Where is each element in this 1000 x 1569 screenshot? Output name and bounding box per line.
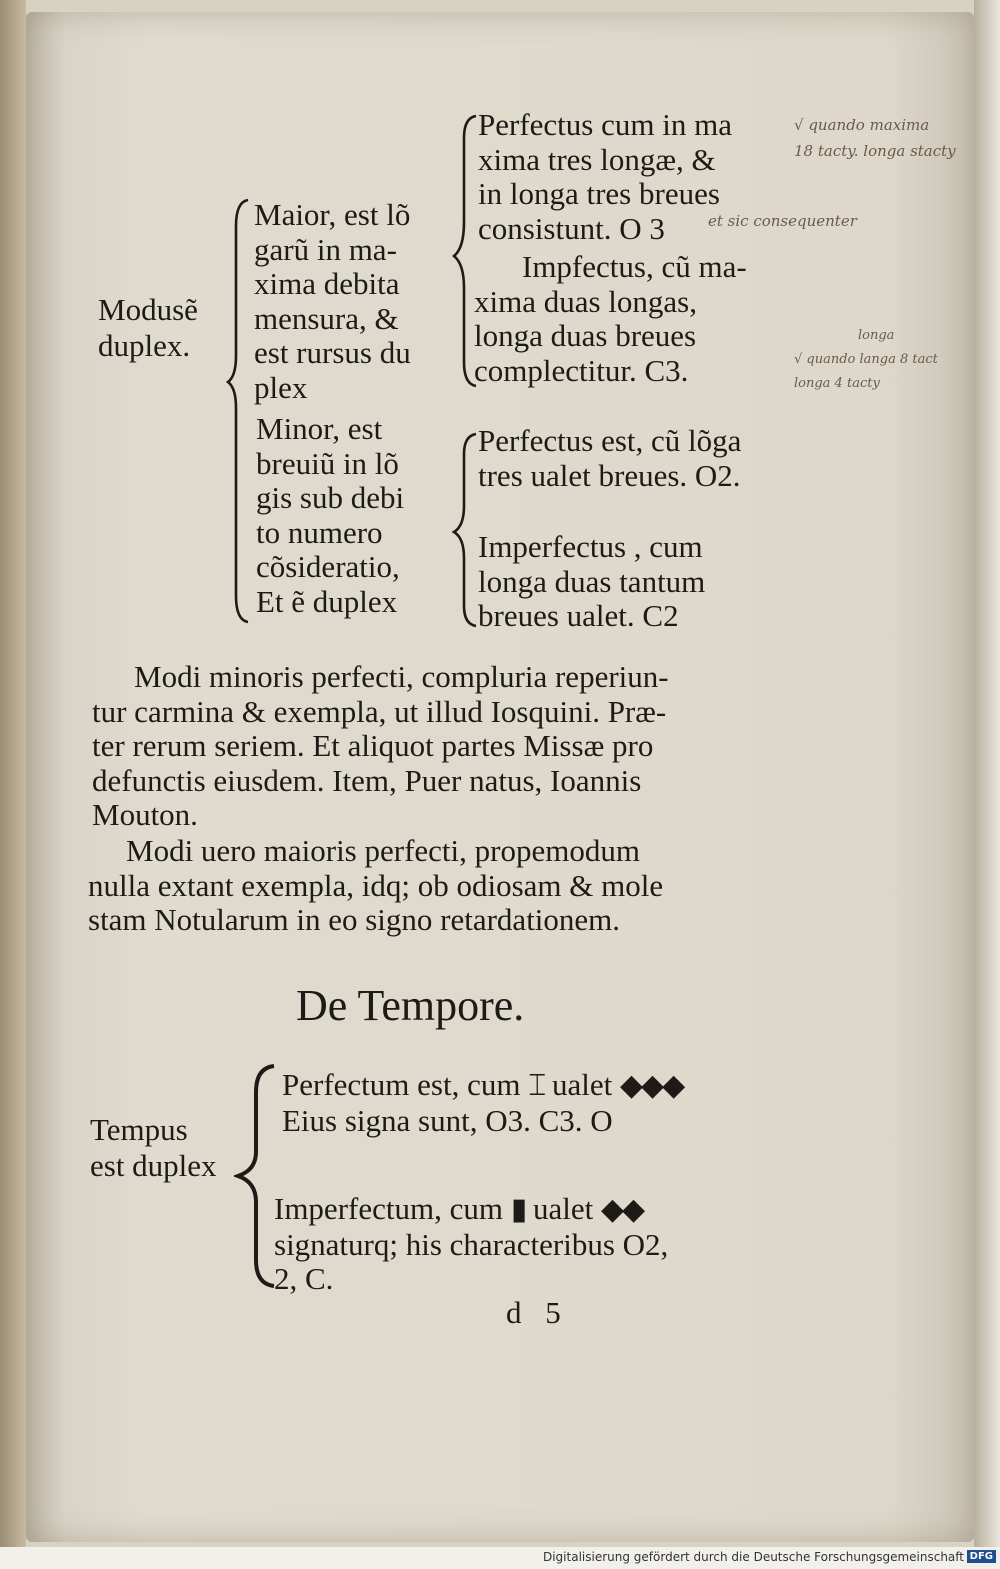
tempus-label-line: Tempus <box>90 1112 188 1147</box>
perfectum-text: Perfectum est, cum <box>282 1067 521 1102</box>
major-perfectus-line: xima tres longæ, & <box>478 141 716 177</box>
major-line: xima debita <box>254 266 400 301</box>
margin-note: et sic consequenter <box>708 212 857 230</box>
margin-note-line: longa <box>858 328 895 343</box>
breve-note-icon: ⌶ <box>528 1069 545 1102</box>
perfectum-line <box>282 1068 683 1104</box>
minor-line: cõsideratio, <box>256 549 400 584</box>
minor-imperfectus-line: Imperfectus , cum <box>478 529 703 564</box>
signature-mark: d 5 <box>506 1295 561 1330</box>
tempus-label-line: est duplex <box>90 1148 217 1183</box>
minor-line: Minor, est <box>256 411 383 446</box>
imperfectum-signa: signaturq; his characteribus O2, <box>274 1226 669 1262</box>
breve-note-icon: ▮ <box>510 1193 526 1226</box>
major-imperfectus-line: longa duas breues <box>474 318 697 353</box>
major-imperfectus-line: complectitur. C3. <box>474 352 689 388</box>
paragraph-line: tur carmina & exempla, ut illud Iosquini. Præ- <box>92 693 667 729</box>
outer-brace <box>226 196 254 626</box>
tempus-perfectum <box>282 1068 683 1138</box>
minor-line: breuiũ in lõ <box>256 445 399 481</box>
major-line: garũ in ma- <box>254 231 397 267</box>
minor-imperfectus-line: breues ualet. C2 <box>478 598 679 633</box>
minor-line: to numero <box>256 514 383 550</box>
margin-note-line: longa 4 tacty <box>794 376 880 391</box>
book-spine <box>0 0 26 1569</box>
major-line: plex <box>254 369 308 405</box>
major-perfectus-line: Perfectus cum in ma <box>478 107 732 142</box>
digitization-footer <box>0 1547 1000 1569</box>
paragraph-line: defunctis eiusdem. Item, Puer natus, Ioannis <box>92 762 642 798</box>
major-imperfectus-line: xima duas longas, <box>474 283 697 319</box>
margin-note <box>794 324 938 396</box>
major-perfectus-line: in longa tres breues <box>478 176 720 211</box>
minor-perfectus <box>478 424 741 493</box>
imperfectum-line <box>274 1192 668 1228</box>
semibreve-notes-icon: ◆◆ <box>600 1193 644 1226</box>
semibreve-notes-icon: ◆◆◆ <box>619 1069 684 1102</box>
major-perfectus <box>478 108 732 246</box>
minor-imperfectus <box>478 530 705 634</box>
major-definition <box>254 198 411 405</box>
tempus-brace <box>234 1062 278 1290</box>
imperfectum-text: Imperfectum, cum <box>274 1191 503 1226</box>
paragraph-line: stam Notularum in eo signo retardationem. <box>88 902 621 937</box>
minor-perfectus-line: Perfectus est, cũ lõga <box>478 423 742 458</box>
margin-note-line: √ quando maxima <box>794 116 930 134</box>
minor-line: gis sub debi <box>256 480 405 515</box>
perfectum-ualet: ualet <box>551 1067 613 1102</box>
paragraph-line: Modi uero maioris perfecti, propemodum <box>126 833 640 868</box>
modus-label-line: Modusẽ <box>98 292 198 327</box>
minor-perfectus-line: tres ualet breues. O2. <box>478 457 741 493</box>
footer-credit: Digitalisierung gefördert durch die Deutsche Forschungsgemeinschaft <box>542 1550 964 1564</box>
paragraph-line: Modi minoris perfecti, compluria reperiun- <box>134 659 669 694</box>
major-perfectus-line: consistunt. O 3 <box>478 210 665 246</box>
paragraph-line: ter rerum seriem. Et aliquot partes Missæ pro <box>92 728 654 763</box>
major-line: Maior, est lõ <box>254 197 411 232</box>
paragraph-minoris <box>92 660 669 833</box>
minor-line: Et ẽ duplex <box>256 583 398 619</box>
margin-note-line: √ quando langa 8 tact <box>794 352 938 367</box>
margin-note-line: 18 tacty. longa stacty <box>794 142 956 160</box>
minor-definition <box>256 412 404 619</box>
tempus-imperfectum <box>274 1192 668 1297</box>
major-line: mensura, & <box>254 300 399 336</box>
imperfectum-signa: 2, C. <box>274 1261 334 1296</box>
modus-label <box>98 292 198 364</box>
minor-brace <box>450 430 480 630</box>
page-edge <box>974 0 1000 1569</box>
perfectum-signa: Eius signa sunt, O3. C3. O <box>282 1102 613 1138</box>
paragraph-maioris <box>88 834 663 938</box>
section-heading: De Tempore. <box>296 981 525 1030</box>
tempus-label <box>90 1112 217 1184</box>
major-line: est rursus du <box>254 335 411 370</box>
imperfectum-ualet: ualet <box>532 1191 594 1226</box>
minor-imperfectus-line: longa duas tantum <box>478 563 706 599</box>
dfg-logo: DFG <box>967 1550 996 1563</box>
modus-label-line: duplex. <box>98 328 191 363</box>
paragraph-line: nulla extant exempla, idq; ob odiosam & mole <box>88 867 664 903</box>
margin-note <box>794 112 956 164</box>
major-imperfectus <box>474 250 747 388</box>
paragraph-line: Mouton. <box>92 797 198 832</box>
major-imperfectus-line: Impfectus, cũ ma- <box>522 249 747 284</box>
